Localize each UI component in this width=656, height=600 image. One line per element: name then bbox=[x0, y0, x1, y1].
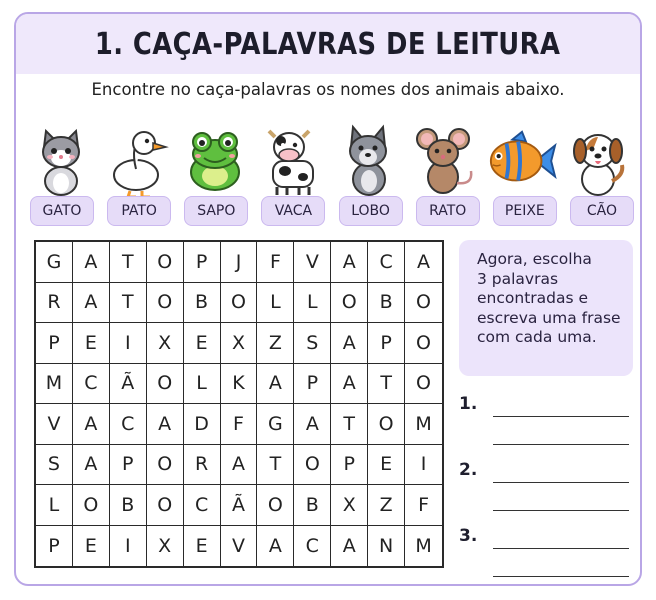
instruction-text: Encontre no caça-palavras os nomes dos animais abaixo. bbox=[91, 80, 565, 99]
answer-line[interactable] bbox=[493, 444, 629, 445]
mouse-icon bbox=[410, 118, 480, 204]
note-line: com cada uma. bbox=[477, 328, 597, 346]
answer-line[interactable] bbox=[493, 576, 629, 577]
grid-cell[interactable]: Ã bbox=[221, 485, 258, 526]
grid-cell[interactable]: V bbox=[294, 242, 331, 283]
grid-cell[interactable]: T bbox=[110, 242, 147, 283]
answer-number: 3. bbox=[459, 526, 478, 546]
label-sapo: SAPO bbox=[184, 196, 248, 226]
grid-cell[interactable]: B bbox=[110, 485, 147, 526]
dog-icon bbox=[564, 118, 634, 204]
label-rato: RATO bbox=[416, 196, 480, 226]
grid-cell[interactable]: X bbox=[221, 323, 258, 364]
grid-cell[interactable]: K bbox=[221, 364, 258, 405]
answer-item-1 bbox=[459, 390, 639, 456]
grid-cell[interactable]: O bbox=[405, 364, 442, 405]
grid-cell[interactable]: A bbox=[294, 404, 331, 445]
note-line: encontradas e bbox=[477, 289, 589, 307]
grid-cell[interactable]: P bbox=[110, 445, 147, 486]
grid-cell[interactable]: T bbox=[110, 283, 147, 324]
grid-cell[interactable]: O bbox=[147, 485, 184, 526]
grid-cell[interactable]: O bbox=[147, 283, 184, 324]
cow-icon bbox=[257, 118, 327, 204]
word-search-grid bbox=[34, 240, 444, 568]
grid-cell[interactable]: A bbox=[331, 323, 368, 364]
grid-cell[interactable]: O bbox=[73, 485, 110, 526]
label-pato: PATO bbox=[107, 196, 171, 226]
grid-cell[interactable]: A bbox=[331, 364, 368, 405]
grid-cell[interactable]: N bbox=[368, 526, 405, 567]
grid-cell[interactable]: C bbox=[294, 526, 331, 567]
grid-cell[interactable]: B bbox=[368, 283, 405, 324]
grid-cell[interactable]: J bbox=[221, 242, 258, 283]
label-peixe: PEIXE bbox=[493, 196, 557, 226]
grid-cell[interactable]: T bbox=[331, 404, 368, 445]
duck-icon bbox=[103, 118, 173, 204]
grid-cell[interactable]: O bbox=[147, 445, 184, 486]
note-line: escreva uma frase bbox=[477, 308, 621, 327]
grid-cell[interactable]: A bbox=[73, 242, 110, 283]
grid-cell[interactable]: F bbox=[221, 404, 258, 445]
grid-cell[interactable]: A bbox=[331, 242, 368, 283]
grid-cell[interactable]: O bbox=[147, 364, 184, 405]
wolf-icon bbox=[333, 118, 403, 204]
grid-cell[interactable]: A bbox=[405, 242, 442, 283]
grid-cell[interactable]: S bbox=[36, 445, 73, 486]
grid-cell[interactable]: L bbox=[294, 283, 331, 324]
animal-pictures bbox=[26, 118, 634, 204]
grid-cell[interactable]: P bbox=[368, 323, 405, 364]
frog-icon bbox=[180, 118, 250, 204]
grid-cell[interactable]: S bbox=[294, 323, 331, 364]
grid-cell[interactable]: D bbox=[184, 404, 221, 445]
worksheet bbox=[14, 12, 642, 586]
answer-number: 2. bbox=[459, 460, 478, 480]
grid-cell[interactable]: E bbox=[73, 526, 110, 567]
answer-number: 1. bbox=[459, 394, 478, 414]
answer-line[interactable] bbox=[493, 416, 629, 417]
grid-cell[interactable]: O bbox=[294, 445, 331, 486]
grid-cell[interactable]: A bbox=[73, 445, 110, 486]
fish-icon bbox=[487, 118, 557, 204]
grid-cell[interactable]: A bbox=[73, 404, 110, 445]
grid-cell[interactable]: X bbox=[147, 526, 184, 567]
grid-cell[interactable]: A bbox=[257, 364, 294, 405]
grid-cell[interactable]: V bbox=[36, 404, 73, 445]
grid-cell[interactable]: B bbox=[294, 485, 331, 526]
grid-cell[interactable]: O bbox=[405, 323, 442, 364]
grid-cell[interactable]: E bbox=[184, 323, 221, 364]
label-lobo: LOBO bbox=[339, 196, 403, 226]
grid-cell[interactable]: A bbox=[147, 404, 184, 445]
grid-cell[interactable]: L bbox=[36, 485, 73, 526]
grid-cell[interactable]: C bbox=[184, 485, 221, 526]
grid-cell[interactable]: L bbox=[184, 364, 221, 405]
grid-cell[interactable]: P bbox=[331, 445, 368, 486]
answer-item-3 bbox=[459, 522, 639, 588]
grid-cell[interactable]: V bbox=[221, 526, 258, 567]
grid-cell[interactable]: P bbox=[294, 364, 331, 405]
grid-cell[interactable]: Z bbox=[368, 485, 405, 526]
grid-cell[interactable]: O bbox=[331, 283, 368, 324]
grid-cell[interactable]: F bbox=[257, 242, 294, 283]
note-line: Agora, escolha bbox=[477, 250, 592, 268]
answer-item-2 bbox=[459, 456, 639, 522]
grid-cell[interactable]: F bbox=[405, 485, 442, 526]
grid-cell[interactable]: E bbox=[184, 526, 221, 567]
grid-cell[interactable]: O bbox=[405, 283, 442, 324]
grid-cell[interactable]: A bbox=[73, 283, 110, 324]
instruction-box bbox=[459, 240, 633, 376]
answer-line[interactable] bbox=[493, 482, 629, 483]
label-gato: GATO bbox=[30, 196, 94, 226]
grid-cell[interactable]: X bbox=[147, 323, 184, 364]
answer-lines bbox=[459, 390, 639, 588]
grid-cell[interactable]: P bbox=[36, 323, 73, 364]
grid-cell[interactable]: R bbox=[184, 445, 221, 486]
animal-labels bbox=[30, 196, 634, 226]
grid-cell[interactable]: O bbox=[257, 485, 294, 526]
grid-cell[interactable]: A bbox=[257, 526, 294, 567]
grid-cell[interactable]: I bbox=[110, 323, 147, 364]
grid-cell[interactable]: G bbox=[257, 404, 294, 445]
grid-cell[interactable]: B bbox=[184, 283, 221, 324]
grid-cell[interactable]: E bbox=[73, 323, 110, 364]
answer-line[interactable] bbox=[493, 548, 629, 549]
grid-cell[interactable]: O bbox=[368, 404, 405, 445]
grid-cell[interactable]: A bbox=[331, 526, 368, 567]
grid-cell[interactable]: I bbox=[110, 526, 147, 567]
grid-cell[interactable]: A bbox=[221, 445, 258, 486]
grid-cell[interactable]: M bbox=[415, 534, 432, 557]
grid-cell[interactable]: R bbox=[36, 283, 73, 324]
grid-cell[interactable]: O bbox=[147, 242, 184, 283]
grid-cell[interactable]: T bbox=[257, 445, 294, 486]
grid-cell[interactable]: M bbox=[36, 364, 73, 405]
label-vaca: VACA bbox=[261, 196, 325, 226]
grid-cell[interactable]: T bbox=[368, 364, 405, 405]
page-title: 1. CAÇA-PALAVRAS DE LEITURA bbox=[95, 26, 561, 62]
grid-cell[interactable]: O bbox=[221, 283, 258, 324]
answer-line[interactable] bbox=[493, 510, 629, 511]
cat-icon bbox=[26, 118, 96, 204]
grid-cell[interactable]: P bbox=[36, 526, 73, 567]
grid-cell[interactable]: I bbox=[405, 445, 442, 486]
grid-cell[interactable]: P bbox=[184, 242, 221, 283]
grid-cell[interactable]: M bbox=[405, 404, 442, 445]
grid-cell[interactable]: C bbox=[110, 404, 147, 445]
grid-cell[interactable]: E bbox=[368, 445, 405, 486]
grid-cell[interactable]: G bbox=[36, 242, 73, 283]
grid-cell[interactable]: C bbox=[73, 364, 110, 405]
grid-cell[interactable]: Ã bbox=[110, 364, 147, 405]
grid-cell[interactable]: Z bbox=[257, 323, 294, 364]
grid-cell[interactable]: C bbox=[368, 242, 405, 283]
label-cao: CÃO bbox=[570, 196, 634, 226]
grid-cell[interactable]: X bbox=[331, 485, 368, 526]
note-line: 3 palavras bbox=[477, 269, 559, 288]
grid-cell[interactable]: L bbox=[257, 283, 294, 324]
title-band bbox=[16, 14, 640, 74]
